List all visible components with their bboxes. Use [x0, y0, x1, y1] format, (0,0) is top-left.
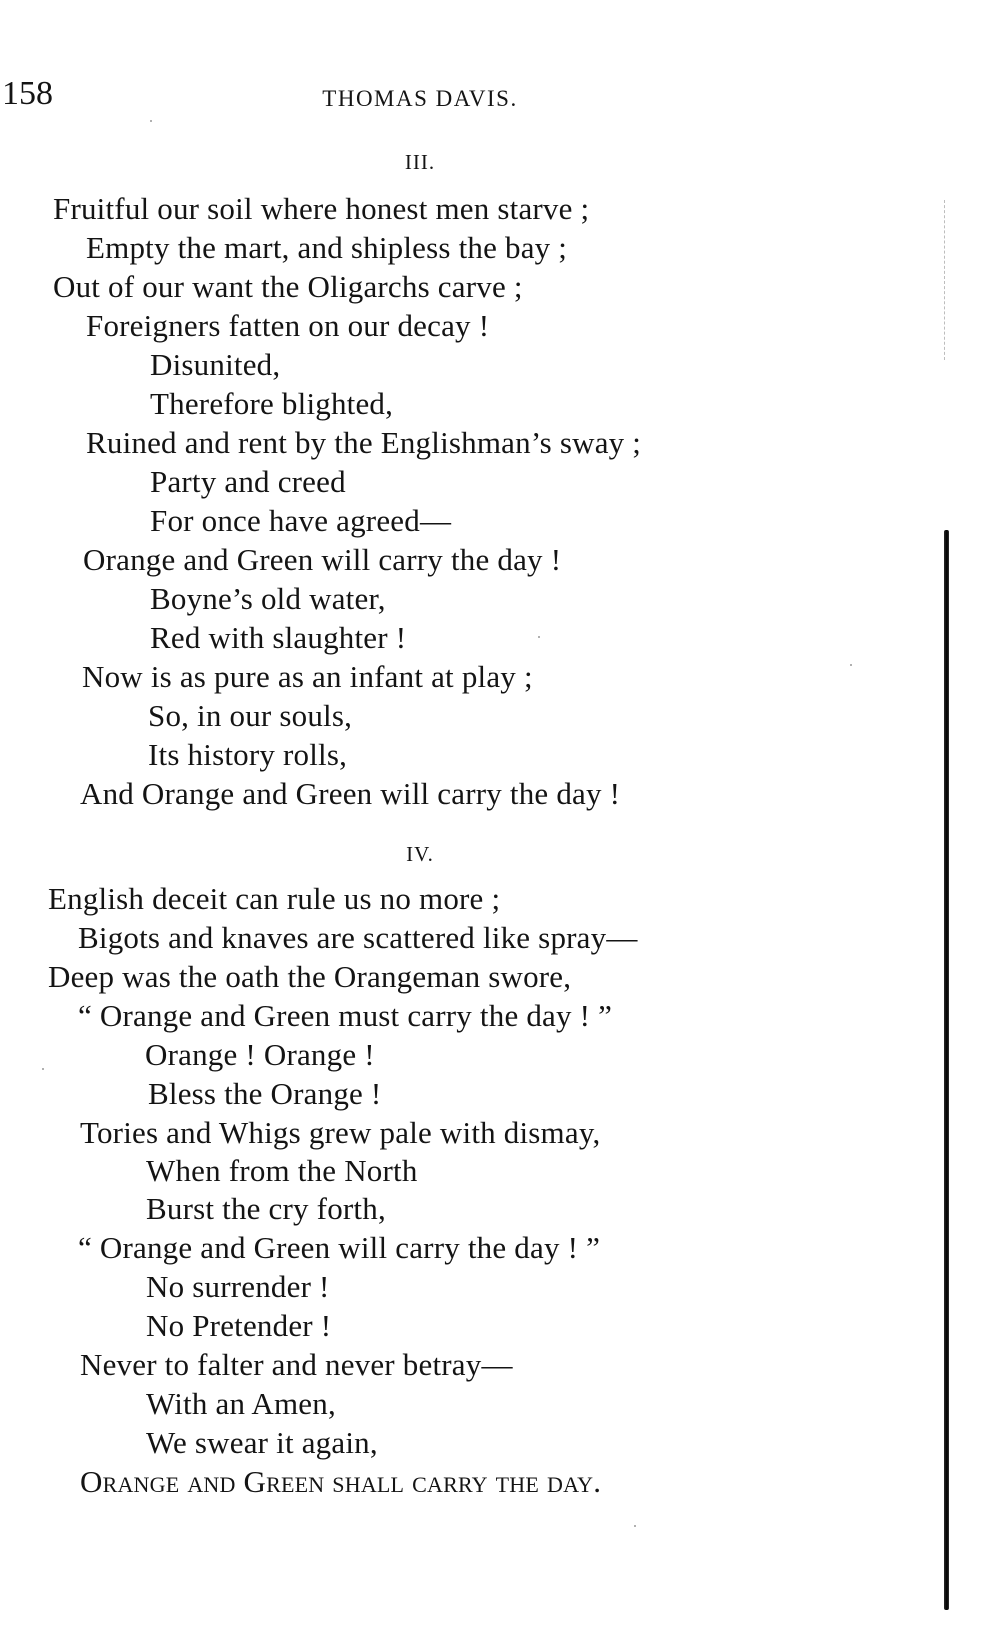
verse-line: Orange and Green will carry the day !: [83, 542, 562, 577]
verse-line: Empty the mart, and shipless the bay ;: [86, 230, 568, 265]
stanza-number: III.: [404, 150, 436, 174]
verse-line: Out of our want the Oligarchs carve ;: [53, 269, 523, 304]
verse-line: Bless the Orange !: [148, 1076, 382, 1111]
verse-line: English deceit can rule us no more ;: [48, 881, 501, 916]
verse-line: Boyne’s old water,: [150, 581, 386, 616]
verse-line: Disunited,: [150, 347, 281, 382]
verse-line: Party and creed: [150, 464, 346, 499]
scan-speck: [150, 120, 152, 122]
stanza-number: IV.: [406, 842, 434, 866]
verse-line: Its history rolls,: [148, 737, 348, 772]
verse-line: Foreigners fatten on our decay !: [86, 308, 490, 343]
verse-line: No Pretender !: [146, 1308, 332, 1343]
verse-line: Therefore blighted,: [150, 386, 394, 421]
verse-line: Orange and Green shall carry the day.: [80, 1464, 602, 1499]
verse-line: For once have agreed—: [150, 503, 452, 538]
scan-speck: [42, 1068, 44, 1070]
verse-line: So, in our souls,: [148, 698, 353, 733]
verse-line: And Orange and Green will carry the day !: [80, 776, 621, 811]
verse-line: Deep was the oath the Orangeman swore,: [48, 959, 572, 994]
verse-line: Fruitful our soil where honest men starve ;: [53, 191, 590, 226]
verse-line: We swear it again,: [146, 1425, 378, 1460]
binding-edge: [944, 530, 949, 1610]
verse-line: With an Amen,: [146, 1386, 336, 1421]
verse-line: Ruined and rent by the Englishman’s sway ;: [86, 425, 642, 460]
verse-line: Orange ! Orange !: [145, 1037, 375, 1072]
scan-speck: [850, 664, 852, 666]
verse-line: Never to falter and never betray—: [80, 1347, 513, 1382]
running-head: THOMAS DAVIS.: [322, 86, 518, 111]
verse-line: Tories and Whigs grew pale with dismay,: [80, 1115, 601, 1150]
page-number: 158: [2, 75, 53, 112]
scan-speck: [538, 636, 540, 638]
verse-line: Now is as pure as an infant at play ;: [82, 659, 533, 694]
verse-line: Bigots and knaves are scattered like spray—: [78, 920, 638, 955]
verse-line: When from the North: [146, 1153, 418, 1188]
verse-line: “ Orange and Green will carry the day ! ”: [78, 1230, 601, 1265]
page-edge-shadow: [944, 200, 947, 360]
verse-line: Burst the cry forth,: [146, 1191, 386, 1226]
scan-speck: [634, 1525, 636, 1527]
verse-line: “ Orange and Green must carry the day ! ”: [78, 998, 613, 1033]
verse-line: Red with slaughter !: [150, 620, 407, 655]
verse-line: No surrender !: [146, 1269, 330, 1304]
